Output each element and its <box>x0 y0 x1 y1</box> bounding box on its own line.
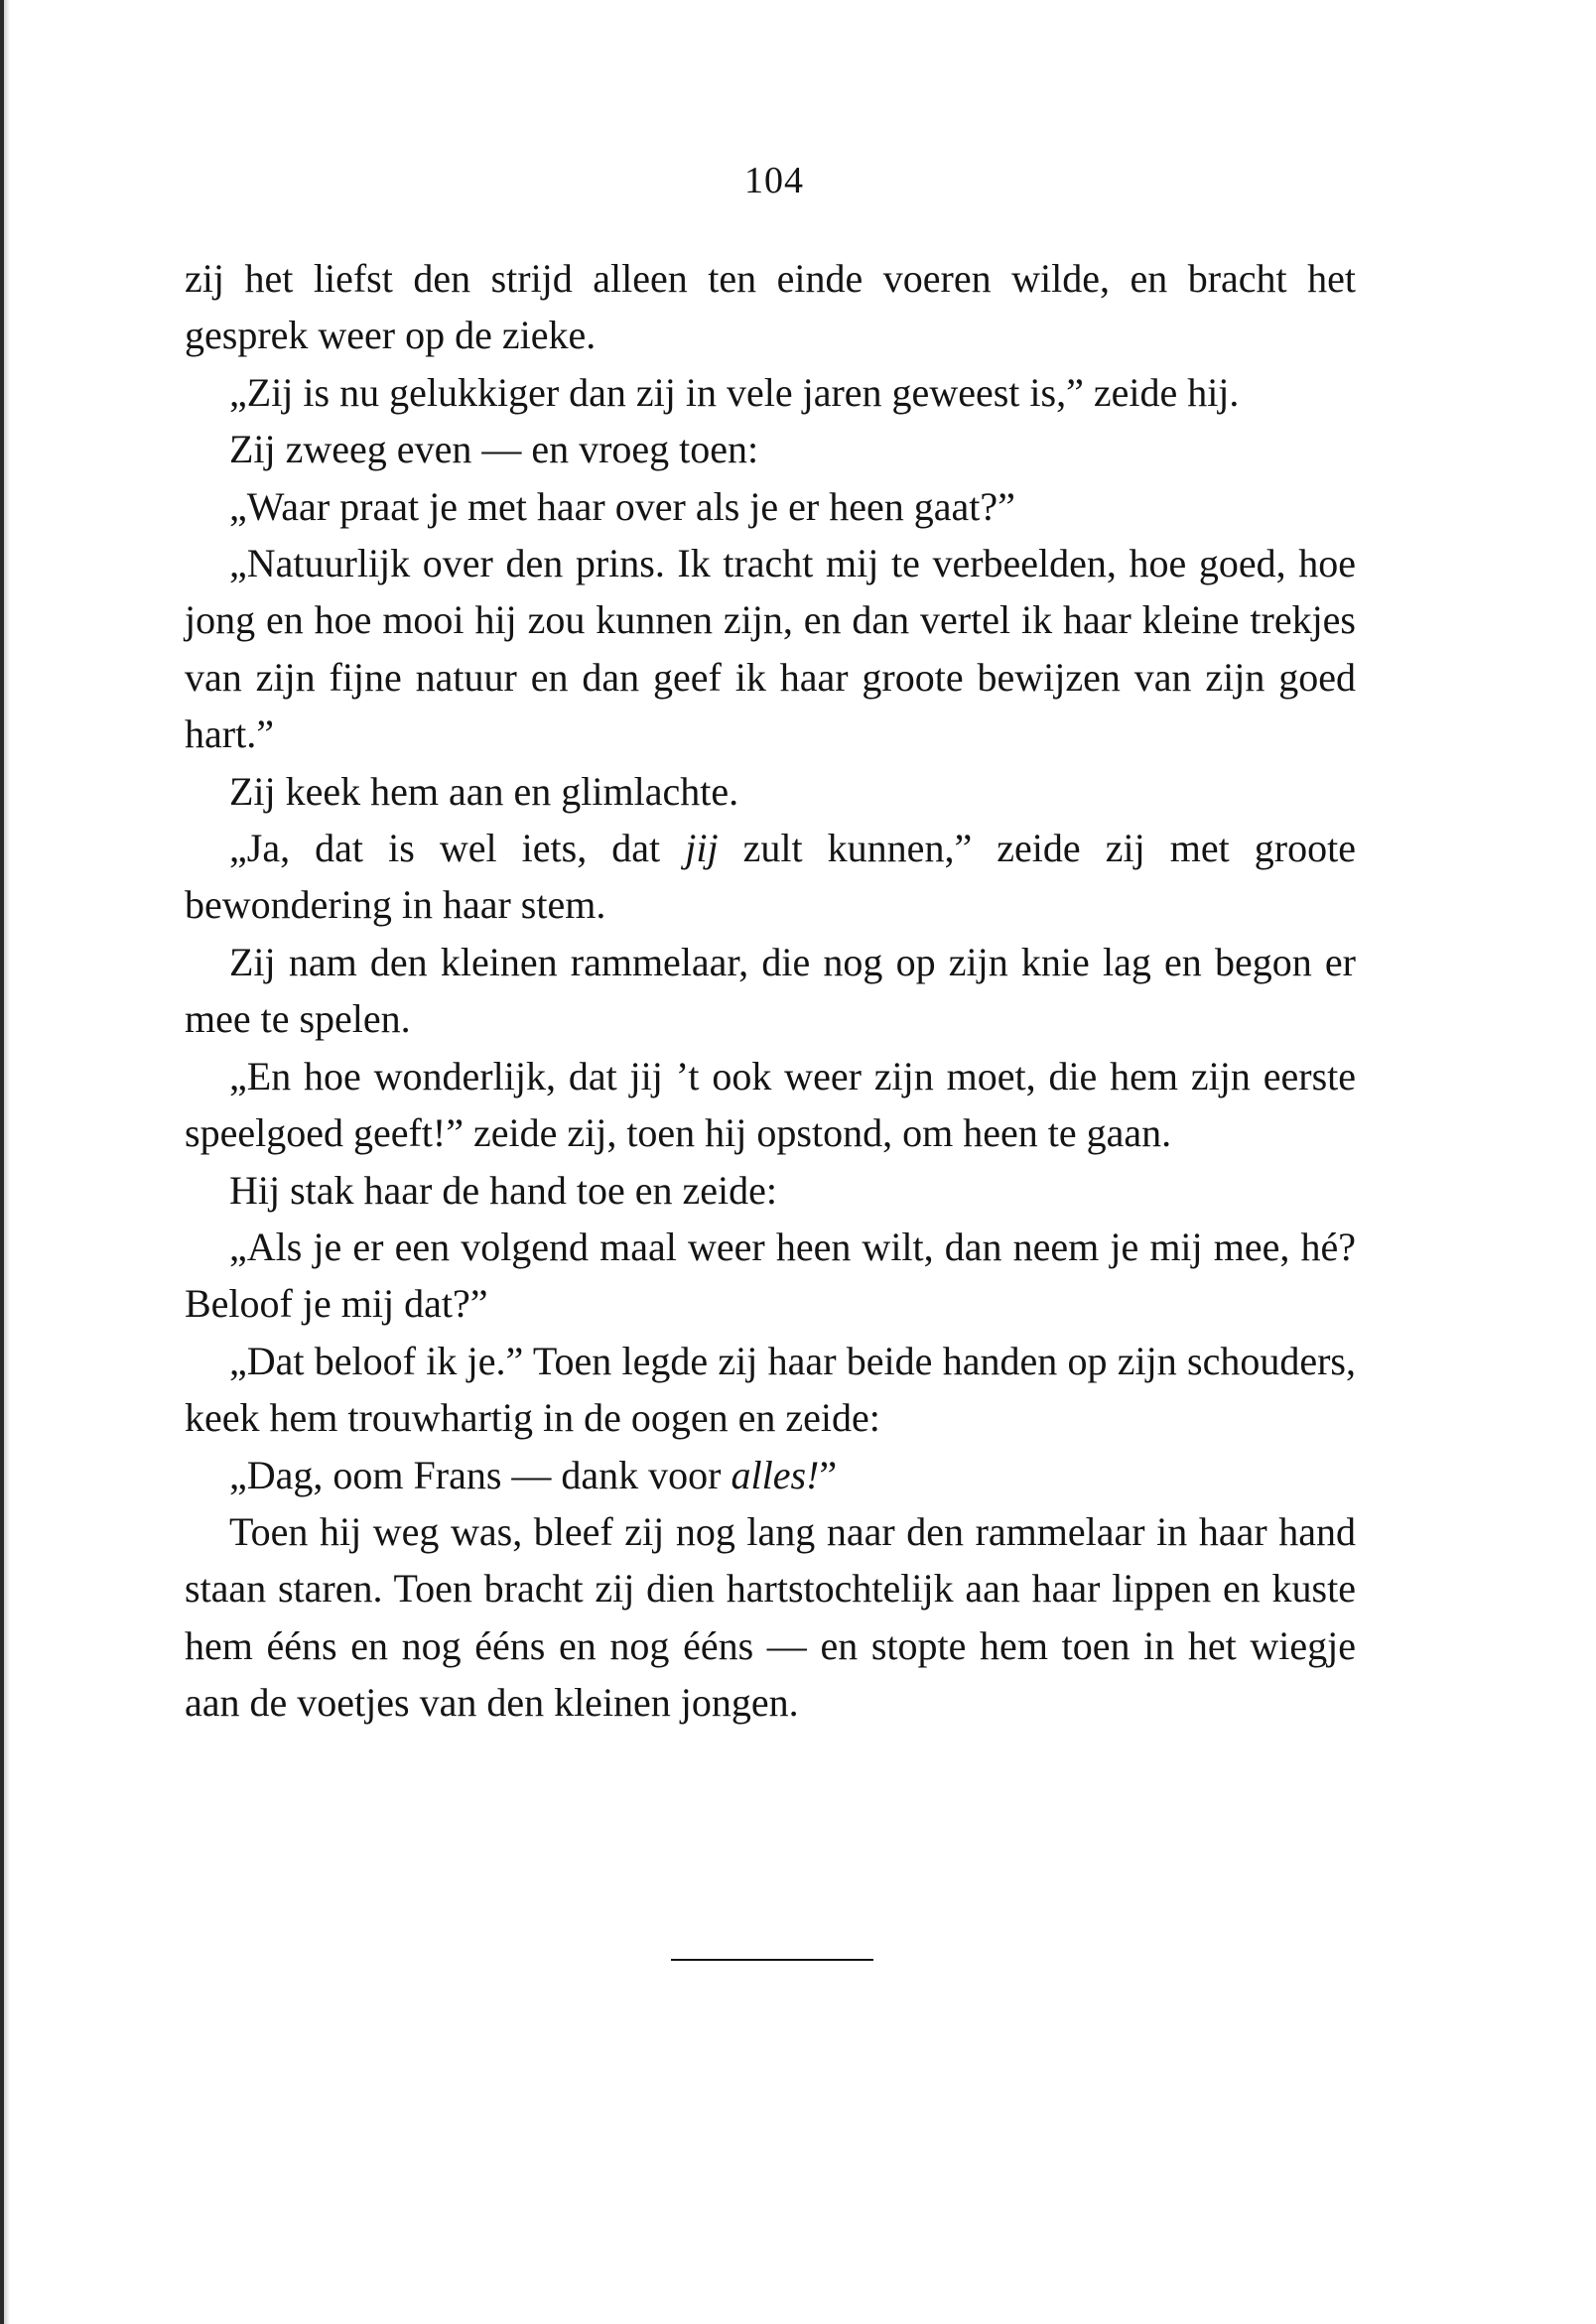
paragraph: „En hoe wonderlijk, dat jij ’t ook weer zijn moet, die hem zijn eerste speelgoed geeft!” zeide zij, toen hij opstond, om heen te gaan. <box>185 1053 1356 1156</box>
emphasis-text: jij <box>685 826 719 871</box>
paragraph-text: „Dag, oom Frans — dank voor <box>229 1452 732 1497</box>
paragraph: Zij zweeg even — en vroeg toen: <box>229 427 759 472</box>
paragraph: Hij stak haar de hand toe en zeide: <box>229 1167 777 1213</box>
paragraph <box>185 1447 1356 1503</box>
page-binding-shadow <box>4 0 10 2324</box>
body-text <box>185 250 1356 1732</box>
paragraph: Zij keek hem aan en glimlachte. <box>229 768 739 814</box>
paragraph: Toen hij weg was, bleef zij nog lang naar den rammelaar in haar hand staan staren. Toen bracht zij dien hartstochtelijk aan haar lippen en kuste hem ééns en nog ééns en nog ééns — en stopte hem toen in het wiegje aan de voetjes van den kleinen jongen. <box>185 1508 1356 1726</box>
page-number: 104 <box>744 160 804 201</box>
section-end-rule <box>671 1959 873 1961</box>
paragraph: zij het liefst den strijd alleen ten einde voeren wilde, en bracht het gesprek weer op de zieke. <box>185 256 1356 358</box>
paragraph: Zij nam den kleinen rammelaar, die nog op zijn knie lag en begon er mee te spelen. <box>185 939 1356 1042</box>
emphasis-text: alles! <box>731 1452 820 1497</box>
paragraph: „Dat beloof ik je.” Toen legde zij haar beide handen op zijn schouders, keek hem trouwhartig in de oogen en zeide: <box>185 1338 1356 1441</box>
paragraph-text: „Ja, dat is wel iets, dat <box>229 826 686 871</box>
paragraph: „Als je er een volgend maal weer heen wilt, dan neem je mij mee, hé? Beloof je mij dat?” <box>185 1224 1356 1327</box>
paragraph <box>185 820 1356 934</box>
paragraph: „Waar praat je met haar over als je er heen gaat?” <box>229 483 1015 529</box>
paragraph-text: zult kunnen,” zeide zij met groote bewondering in haar stem. <box>185 826 1356 928</box>
paragraph: „Zij is nu gelukkiger dan zij in vele jaren geweest is,” zeide hij. <box>229 369 1240 415</box>
paragraph-text: ” <box>819 1452 838 1497</box>
paragraph: „Natuurlijk over den prins. Ik tracht mij te verbeelden, hoe goed, hoe jong en hoe mooi hij zou kunnen zijn, en dan vertel ik haar kleine trekjes van zijn fijne natuur en dan geef ik haar groote bewijzen van zijn goed hart.” <box>185 541 1356 757</box>
